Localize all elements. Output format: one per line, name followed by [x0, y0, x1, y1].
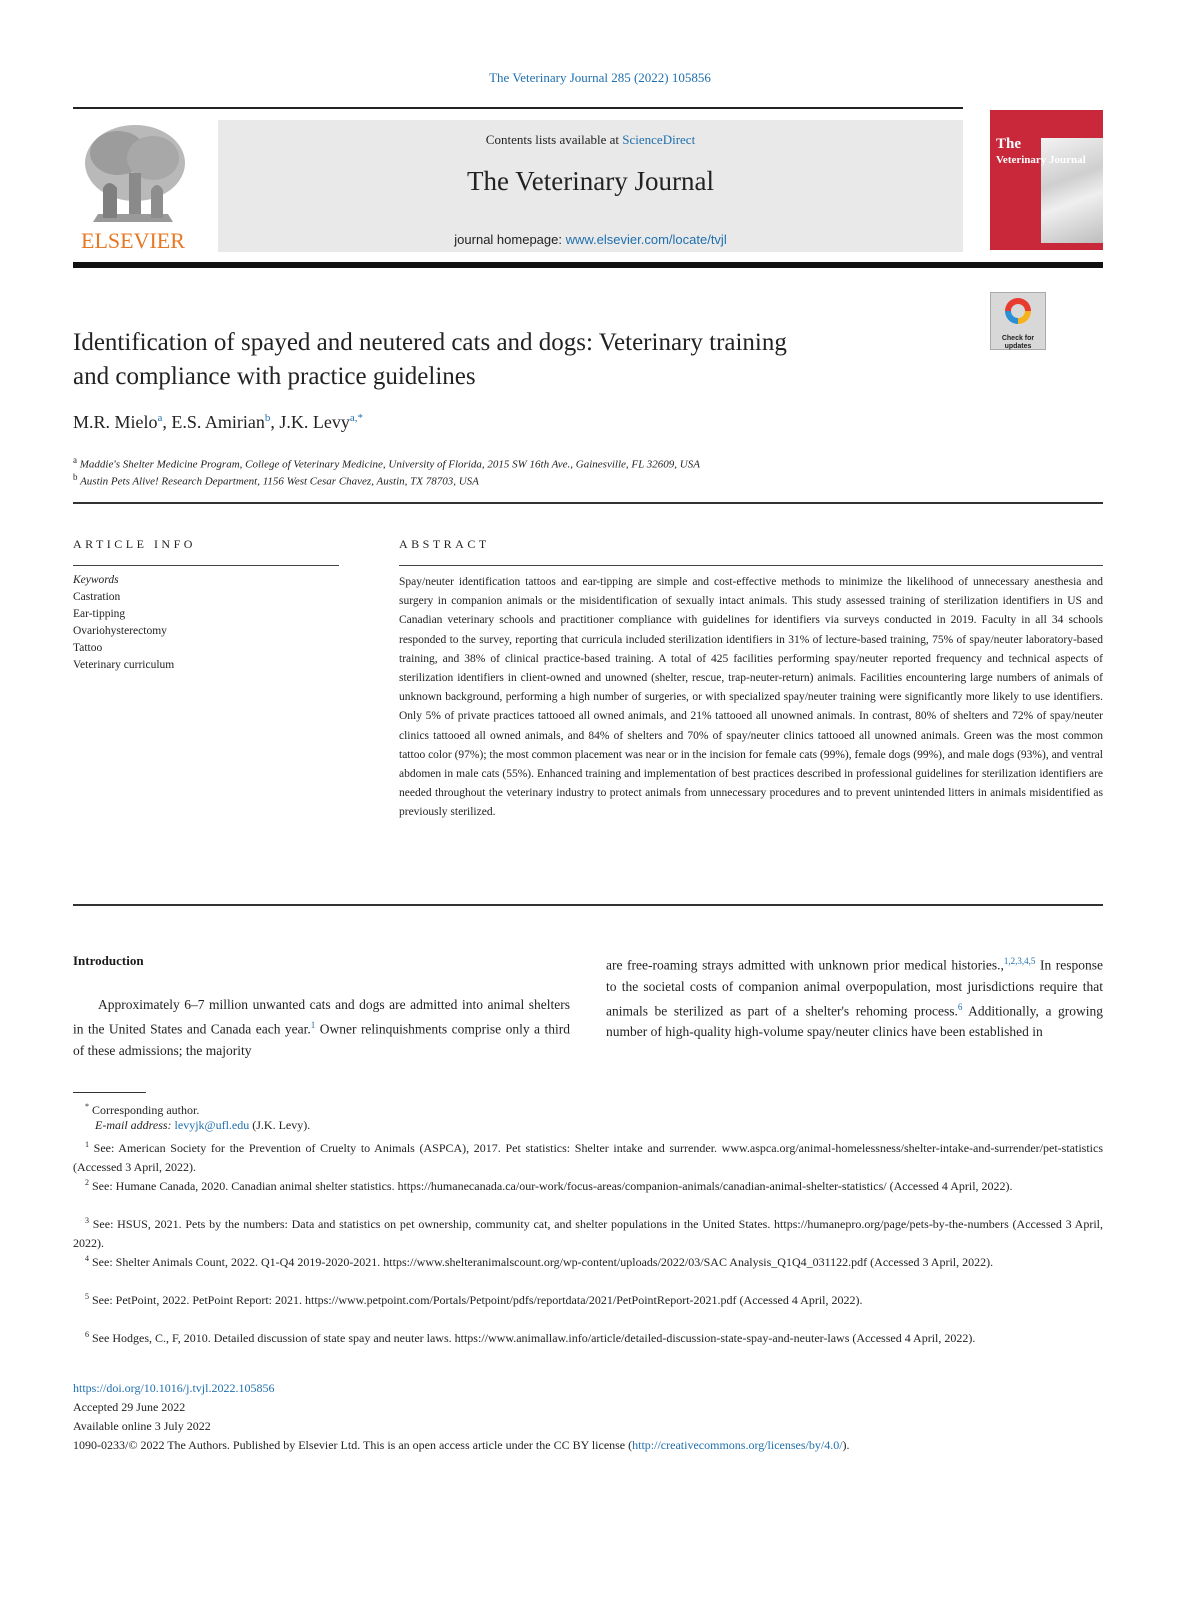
- doi-line: [73, 1379, 274, 1398]
- keyword: Ear-tipping: [73, 608, 126, 620]
- footnote-rule: [73, 1092, 146, 1093]
- keywords-label: Keywords: [73, 574, 119, 586]
- accepted-date: Accepted 29 June 2022: [73, 1400, 186, 1414]
- footnote-ref[interactable]: 1: [310, 1020, 316, 1030]
- corresponding-note: * Corresponding author.: [85, 1102, 200, 1117]
- check-updates-icon: [1003, 296, 1033, 328]
- author-affiliation-ref[interactable]: a: [157, 412, 163, 424]
- keyword: Veterinary curriculum: [73, 659, 175, 671]
- author-affiliation-ref[interactable]: a,*: [349, 412, 364, 424]
- elsevier-tree-icon: [73, 118, 193, 253]
- header-rule: [73, 107, 963, 109]
- online-date: Available online 3 July 2022: [73, 1419, 211, 1433]
- article-info-heading: ARTICLE INFO: [73, 537, 196, 551]
- homepage-link[interactable]: www.elsevier.com/locate/tvjl: [565, 232, 727, 247]
- publisher-wordmark: ELSEVIER: [81, 228, 185, 253]
- article-title: Identification of spayed and neutered cats and dogs: Veterinary training and compliance with practice guidelines: [73, 329, 787, 390]
- email-link[interactable]: levyjk@ufl.edu: [174, 1118, 250, 1132]
- keyword: Tattoo: [73, 642, 103, 654]
- introduction-heading: Introduction: [73, 953, 144, 968]
- author-name: J.K. Levy: [279, 412, 350, 432]
- cover-title: The Veterinary Journal: [996, 136, 1086, 166]
- intro-right-column: are free-roaming strays admitted with unknown prior medical histories.,$^{1,2,3,4,5}$ In response to the societal costs of companion animal overpopulation, most jurisdictions require that animals be sterilized as part of a shelter's rehoming process.$^6$ Additionally, a growing number of high-quality high-volume spay/neuter clinics have been established in: [606, 956, 1103, 1039]
- keyword: Castration: [73, 591, 121, 603]
- homepage-line: journal homepage: www.elsevier.com/locate/tvjl: [454, 232, 727, 247]
- journal-header-band: [218, 120, 963, 252]
- journal-cover: [990, 110, 1103, 250]
- author-list: M.R. Mielo$^a$, E.S. Amirian$^b$, J.K. Levy$^{a,*}$: [73, 412, 364, 432]
- journal-title: The Veterinary Journal: [467, 166, 714, 196]
- footnote: $^6$ See Hodges, C., F, 2010. Detailed discussion of state spay and neuter laws. https://www.animallaw.info/article/detailed-discussion-state-spay-and-neuter-laws (Accessed 4 April, 2022).: [85, 1330, 976, 1345]
- author-name: E.S. Amirian: [171, 412, 265, 432]
- license-line: 1090-0233/© 2022 The Authors. Published by Elsevier Ltd. This is an open access article under the CC BY license (http://creativecommons.org/licenses/by/4.0/).: [73, 1438, 850, 1452]
- keyword: Ovariohysterectomy: [73, 625, 167, 637]
- section-rule: [73, 502, 1103, 504]
- abstract-end-rule: [73, 904, 1103, 906]
- intro-left-column: Approximately 6–7 million unwanted cats and dogs are admitted into animal shelters in the United States and Canada each year.$^1$ Owner relinquishments comprise only a third of these admissions; the majority: [73, 997, 571, 1058]
- footnote: $^5$ See: PetPoint, 2022. PetPoint Report: 2021. https://www.petpoint.com/Portals/Petpoint/pdfs/reportdata/2021/PetPointReport-2021.pdf (Accessed 4 April, 2022).: [85, 1292, 863, 1307]
- footnote: $^3$ See: HSUS, 2021. Pets by the numbers: Data and statistics on pet ownership, community cat, and shelter populations in the United States. https://humanepro.org/page/pets-by-the-numbers (Accessed 3 April, 2022).: [73, 1216, 1104, 1250]
- keywords-list: [73, 572, 174, 674]
- header-thick-rule: [73, 262, 1103, 268]
- doi-link[interactable]: https://doi.org/10.1016/j.tvjl.2022.105856: [73, 1381, 275, 1395]
- affiliation: $^a$ Maddie's Shelter Medicine Program, College of Veterinary Medicine, University of Florida, 2015 SW 16th Ave., Gainesville, FL 32609, USA: [73, 455, 700, 471]
- abstract-rule: [399, 565, 1103, 566]
- elsevier-logo: [73, 118, 193, 253]
- sciencedirect-link[interactable]: ScienceDirect: [622, 132, 696, 147]
- footnote-ref[interactable]: 6: [957, 1001, 963, 1012]
- email-note: E-mail address: levyjk@ufl.edu (J.K. Levy).: [95, 1118, 311, 1132]
- footnote: $^4$ See: Shelter Animals Count, 2022. Q1-Q4 2019-2020-2021. https://www.shelteranimalscount.org/wp-content/uploads/2022/03/SAC Analysis_Q1Q4_031122.pdf (Accessed 3 April, 2022).: [85, 1254, 994, 1269]
- contents-line: Contents lists available at ScienceDirect: [485, 132, 696, 147]
- license-link[interactable]: http://creativecommons.org/licenses/by/4.0/: [632, 1438, 843, 1452]
- footnote-ref[interactable]: 1,2,3,4,5: [1003, 956, 1036, 966]
- author-affiliation-ref[interactable]: b: [264, 412, 271, 424]
- footnote: $^1$ See: American Society for the Prevention of Cruelty to Animals (ASPCA), 2017. Pet statistics: Shelter intake and surrender. www.aspca.org/animal-homelessness/shelter-intake-and-surrender/pet-statistics (Accessed 3 April, 2022).: [73, 1140, 1103, 1174]
- affiliation: $^b$ Austin Pets Alive! Research Department, 1156 West Cesar Chavez, Austin, TX 78703, USA: [73, 472, 479, 488]
- article-info-rule: [73, 565, 339, 566]
- check-updates-label: Check for updates: [1001, 335, 1035, 350]
- footnote: $^2$ See: Humane Canada, 2020. Canadian animal shelter statistics. https://humanecanada.ca/our-work/focus-areas/companion-animals/canadian-animal-shelter-statistics/ (Accessed 4 April, 2022).: [85, 1178, 1013, 1193]
- journal-citation[interactable]: The Veterinary Journal 285 (2022) 105856: [489, 70, 711, 85]
- author-name: M.R. Mielo: [73, 412, 158, 432]
- abstract-heading: ABSTRACT: [399, 537, 490, 551]
- abstract-text: Spay/neuter identification tattoos and ear-tipping are simple and cost-effective methods to minimize the likelihood of unnecessary anesthesia and surgery in companion animals or the misidentification of sexually intact animals. This study assessed training of sterilization identifiers in US and Canadian veterinary schools and practitioner compliance with guidelines for identifiers via surveys conducted in 2019. Faculty in all 34 schools responded to the survey, reporting that curricula included sterilization identifiers in 31% of lecture-based training, 75% of spay/neuter laboratory-based training, and 38% of clinical practice-based training. A total of 425 facilities performing spay/neuter reported frequency and technical aspects of sterilization identifiers in client-owned and unowned (shelter, rescue, trap-neuter-return) animals. Facilities encountering large numbers of animals of unknown background, performing a high number of surgeries, or with specialized spay/neuter training were significantly more likely to use identifiers. Only 5% of private practices tattooed all owned animals, and 21% tattooed all unowned animals. In contrast, 80% of shelters and 72% of spay/neuter clinics tattooed all owned animals, and 84% of shelters and 70% of spay/neuter clinics tattooed all unowned animals. Green was the most common tattoo color (97%); the most common placement was near or in the incision for female cats (99%), female dogs (99%), and male dogs (93%), and ventral abdomen in male cats (55%). Enhanced training and implementation of best practices described in professional guidelines for sterilization identifiers are needed throughout the veterinary industry to protect animals from unnecessary procedures and to prevent unintended litters in animals misidentified as previously sterilized.: [399, 576, 1103, 819]
- check-for-updates-badge[interactable]: [990, 292, 1046, 350]
